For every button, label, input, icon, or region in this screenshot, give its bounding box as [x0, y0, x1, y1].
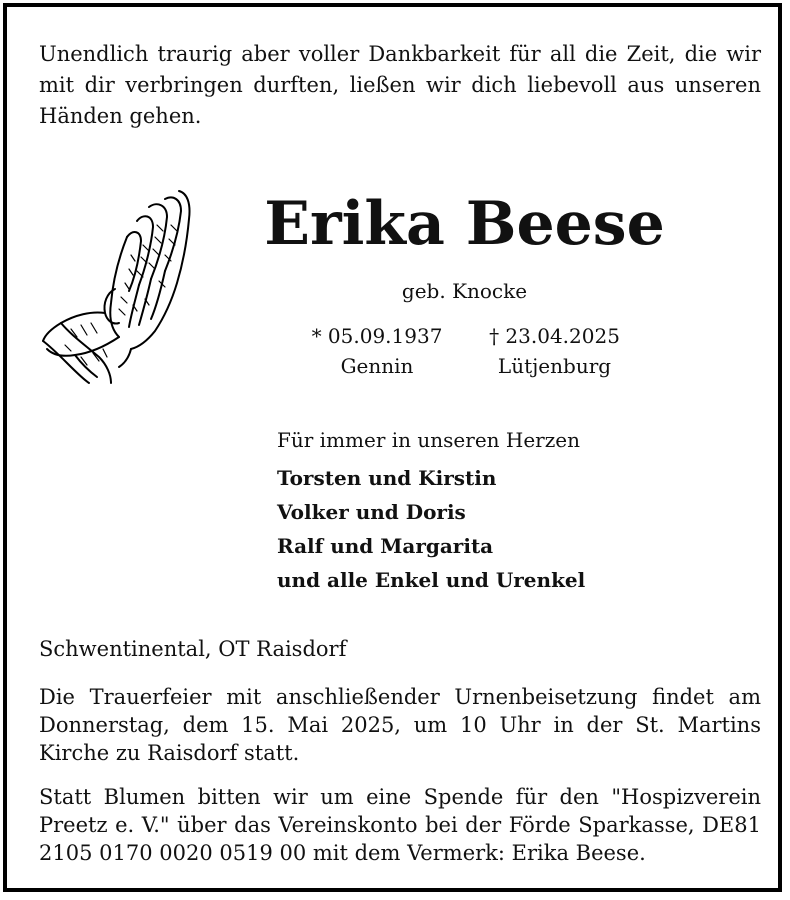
birth-place: Gennin [340, 354, 414, 378]
mourners-tagline: Für immer in unseren Herzen [277, 428, 580, 452]
obituary-notice [3, 3, 782, 892]
life-dates [297, 321, 637, 391]
death-place: Lütjenburg [497, 354, 612, 378]
donation-info: Statt Blumen bitten wir um eine Spende für den "Hospizverein Preetz e. V." über das Vereinskonto bei der Förde Sparkasse, DE81 2105 0170 0020 0519 00 mit dem Vermerk: Erika Beese. [39, 785, 761, 865]
death-column [477, 321, 632, 381]
mourner-family: Volker und Doris [277, 500, 466, 524]
death-date: † 23.04.2025 [489, 324, 620, 348]
praying-hands-icon [41, 185, 201, 385]
ceremony-info: Die Trauerfeier mit anschließender Urnenbeisetzung findet am Donnerstag, dem 15. Mai 2025, um 10 Uhr in der St. Martins Kirche zu Raisdorf statt. [39, 685, 761, 765]
birth-date: * 05.09.1937 [311, 324, 443, 348]
mourner-family: Ralf und Margarita [277, 534, 494, 558]
mourner-family: und alle Enkel und Urenkel [277, 568, 586, 592]
residence-place: Schwentinental, OT Raisdorf [39, 637, 347, 661]
mourners-block [277, 425, 757, 597]
birth-name: geb. Knocke [401, 279, 528, 303]
intro-text: Unendlich traurig aber voller Dankbarkeit für all die Zeit, die wir mit dir verbringen durften, ließen wir dich liebevoll aus unseren Händen gehen. [39, 42, 761, 128]
mourner-family: Torsten und Kirstin [277, 466, 497, 490]
birth-column [297, 321, 457, 381]
deceased-name: Erika Beese [264, 189, 665, 259]
